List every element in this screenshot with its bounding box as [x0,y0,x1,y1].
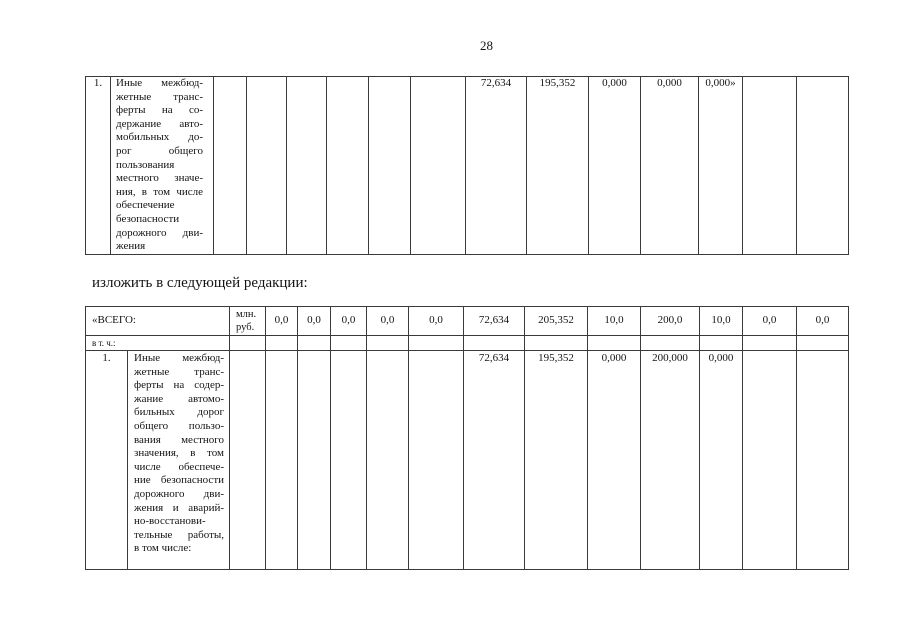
value-cell: 200,0 [641,307,700,336]
value-cell: 0,0 [797,307,849,336]
subtotal-label: в т. ч.: [86,336,230,351]
value-cell: 72,634 [464,307,525,336]
value-cell: 0,000 [641,77,699,255]
unit-cell: млн. руб. [230,307,266,336]
empty-cell [797,351,849,570]
table-row [86,351,849,570]
empty-cell [230,336,266,351]
name-line: жание автомо- [134,392,225,405]
name-line: дорожного дви- [134,487,225,500]
empty-cell [525,336,588,351]
empty-cell [367,351,409,570]
empty-cell [641,336,700,351]
name-line: рог общего [116,144,203,157]
table-previous-wording [85,76,849,255]
row-number-cell: 1. [86,351,128,570]
empty-cell [287,77,327,255]
empty-cell [743,336,797,351]
row-number-cell: 1. [86,77,111,255]
name-line: общего пользо- [134,419,225,432]
name-line: бильных дорог [134,406,225,419]
empty-cell [298,351,331,570]
value-cell: 200,000 [641,351,700,570]
empty-cell [214,77,247,255]
value-cell: 0,0 [331,307,367,336]
value-cell: 10,0 [588,307,641,336]
name-line: числе обеспече- [134,460,225,473]
empty-cell [700,336,743,351]
name-line: обеспечение [116,199,175,212]
empty-cell [266,351,298,570]
value-cell: 72,634 [466,77,527,255]
empty-cell [331,336,367,351]
empty-cell [409,351,464,570]
value-cell: 0,000» [699,77,743,255]
name-line: безопасности [116,212,180,225]
name-line: ния, в том числе [116,185,203,198]
value-cell: 0,000 [700,351,743,570]
value-cell: 10,0 [700,307,743,336]
total-row [86,307,849,336]
row-name-cell [128,351,230,570]
value-cell: 72,634 [464,351,525,570]
empty-cell [409,336,464,351]
instruction-text: изложить в следующей редакции: [92,275,308,291]
empty-cell [230,351,266,570]
value-cell: 0,000 [589,77,641,255]
name-line: держание авто- [116,117,203,130]
empty-cell [743,77,797,255]
name-line: вания местного [134,433,225,446]
total-label: «ВСЕГО: [86,307,230,336]
name-line: местного значе- [116,172,203,185]
name-line: Иные межбюд- [116,77,203,89]
name-line: жения [116,240,146,253]
value-cell: 0,0 [743,307,797,336]
table-row [86,77,849,255]
table-new-wording [85,306,849,570]
value-cell: 0,0 [409,307,464,336]
name-line: тельные работы, [134,528,225,541]
empty-cell [411,77,466,255]
value-cell: 0,000 [588,351,641,570]
name-line: Иные межбюд- [134,352,225,364]
empty-cell [588,336,641,351]
empty-cell [327,77,369,255]
subtotal-row [86,336,849,351]
value-cell: 0,0 [367,307,409,336]
value-cell: 0,0 [266,307,298,336]
name-line: значения, в том [134,447,225,460]
row-name-cell [111,77,214,255]
value-cell: 205,352 [525,307,588,336]
empty-cell [743,351,797,570]
name-line: ферты на содер- [134,379,225,392]
name-line: в том числе: [134,542,192,555]
empty-cell [247,77,287,255]
empty-cell [266,336,298,351]
empty-cell [331,351,367,570]
empty-cell [797,77,849,255]
name-line: дорожного дви- [116,226,203,239]
empty-cell [369,77,411,255]
empty-cell [298,336,331,351]
empty-cell [797,336,849,351]
empty-cell [464,336,525,351]
empty-cell [367,336,409,351]
name-line: ние безопасности [134,474,225,487]
value-cell: 195,352 [525,351,588,570]
name-line: но-восстанови- [134,515,206,528]
page-number: 28 [480,38,493,53]
name-line: жения и аварий- [134,501,225,514]
name-line: мобильных до- [116,131,203,144]
name-line: жетные транс- [134,365,225,378]
name-line: ферты на со- [116,104,203,117]
value-cell: 195,352 [527,77,589,255]
name-line: пользования [116,158,175,171]
name-line: жетные транс- [116,90,203,103]
value-cell: 0,0 [298,307,331,336]
